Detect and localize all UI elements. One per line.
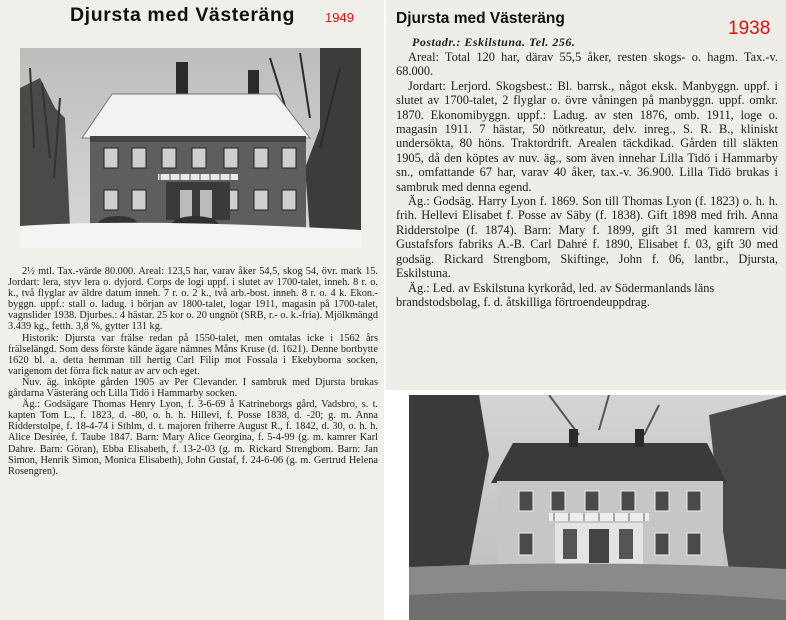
left-paragraph-owners: Äg.: Godsägare Thomas Henry Lyon, f. 3-6-69 å Katrineborgs gård, Vadsbro, s. t. kapten Tom L., f. 1823, d. -80, o. h. h. Hillevi, f. Posse 1838, d. -20; g. m. Anna Ridderstolpe, f. 18-4-74 i Sthlm, d. t. majoren friherre August R., f. 1842, d. 30, o. h. h. Alice Desirée, f. Taube 1847. Barn: Mary Alice Georgina, f. 5-4-99 (g. m. kamrer Karl Dahre. Barn: Göran), Ebba Elisabeth, f. 13-2-03 (g. m. Rickard Strengbom. Barn: Jan Simon, Henrik Simon, Monica Elisabeth), John Gustaf, f. 24-6-06 (g. m. Gertrud Helena Rosengren). — [8, 399, 378, 477]
manor-winter-illustration — [20, 48, 361, 248]
right-description — [396, 50, 778, 309]
left-year-label: 1949 — [325, 10, 354, 25]
right-title: Djursta med Västeräng — [396, 10, 565, 27]
manor-photo-summer — [409, 395, 786, 620]
left-title: Djursta med Västeräng — [70, 4, 296, 26]
manor-photo-winter — [20, 48, 361, 248]
right-year-label: 1938 — [728, 18, 771, 39]
right-paragraph-offices: Äg.: Led. av Eskilstuna kyrkoråd, led. av Södermanlands läns brandstodsbolag, f. d. åtskilliga förtroendeuppdrag. — [396, 280, 715, 309]
manor-summer-illustration — [409, 395, 786, 620]
right-postal-address: Postadr.: Eskilstuna. Tel. 256. — [412, 35, 576, 49]
left-paragraph-historik: Historik: Djursta var frälse redan på 1550-talet, men omtalas icke i 1562 års frälselängd. Som dess förste kände ägare nämnes Måns Kruse (d. 1621). Denne bortbytte 1620 bl. a. detta hemman till hertig Carl Filip mot Fossala i Ekebyborna socken, varigenom det förra fick natur av arv och eget. — [8, 332, 378, 377]
right-page-1938 — [386, 0, 786, 390]
right-paragraph-areal: Areal: Total 120 har, därav 55,5 åker, resten skogs- o. hagm. Tax.-v. 68.000. — [396, 50, 778, 79]
right-paragraph-jordart: Jordart: Lerjord. Skogsbest.: Bl. barrsk., något eksk. Manbyggn. uppf. i slutet av 1700-talet, 2 flyglar o. övre våningen på manbyggn. uppf. omkr. 1870. Ekonomibyggn. uppf.: Ladug. av sten 1876, omb. 1911, loge o. magasin 1911. 7 hästar, 50 nötkreatur, delv. inreg., S. R. B., kliniskt undersökta, 80 höns. Traktordrift. Arealen täckdikad. Gården till släkten 1905, då den köptes av nuv. äg., som även innehar Lilla Tidö i Hammarby sn., omfattande 67 har, varav 40 åker, tax.-v. 36.900. Lilla Tidö brukas i sambruk med denna egend. — [396, 78, 778, 194]
left-page-1949 — [0, 0, 384, 620]
left-paragraph-areal: 2½ mtl. Tax.-värde 80.000. Areal: 123,5 har, varav åker 54,5, skog 54, övr. mark 15. Jordart: lera, styv lera o. dyjord. Corps de logi uppf. i slutet av 1700-talet, inneh. 8 r. o. k., två flyglar av äldre datum inneh. 7 r. o. 2 k., två arb.-bost. inneh. 8 r. o. 4 k. Ekon.-byggn. uppf.: stall o. ladug. i början av 1800-talet, logar 1911, magasin på 1700-talet, vagnslider 1938. Djurbes.: 4 hästar. 25 kor o. 20 ungnöt (SRB, r.- o. k.-fria). Mjölkmängd 3.439 kg., fetth. 3,8 %, gytter 131 kg. — [8, 266, 378, 333]
left-paragraph-owner-purchase: Nuv. äg. inköpte gården 1905 av Per Clevander. I sambruk med Djursta brukas gårdarna Västeräng och Lilla Tidö i Hammarby socken. — [8, 376, 378, 400]
left-description — [8, 266, 378, 477]
right-paragraph-owners: Äg.: Godsäg. Harry Lyon f. 1869. Son till Thomas Lyon (f. 1823) o. h. h. frih. Hellevi Elisabet f. Posse av Säby (f. 1838). Gift 1898 med frih. Anna Ridderstolpe (f. 1874). Barn: Mary f. 1899, gift 31 med kamrern vid Gustafsfors fabriks A.-B. Carl Dahré f. 1890, Elisabet f. 03, gift 30 med godsäg. Rickard Strengbom, Skiftinge, John f. 06, lantbr., Djursta, Eskilstuna. — [396, 194, 778, 281]
